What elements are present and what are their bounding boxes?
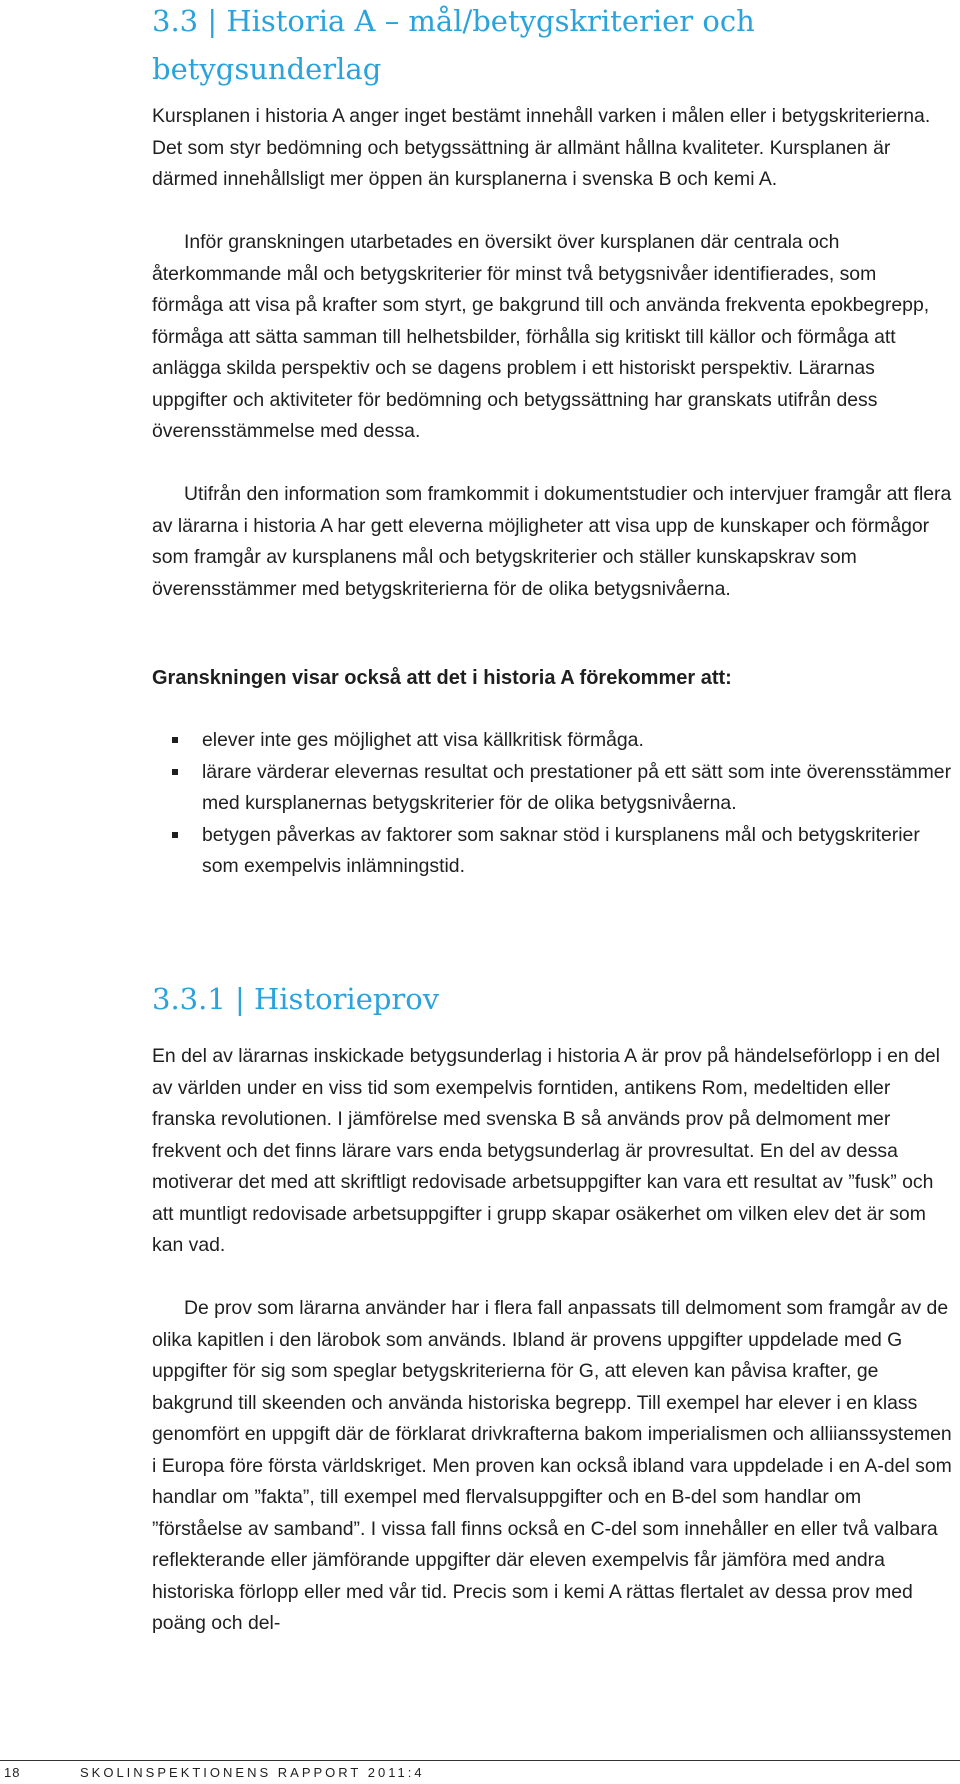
list-item [152,757,952,820]
square-bullet-icon [172,769,178,775]
section-paragraph-3: Utifrån den information som framkommit i dokumentstudier och intervjuer framgår att flera av lärarna i historia A har gett eleverna möjligheter att visa upp de kunskaper och förmågor som framgår av kursplanens mål och betygskriterier och ställer kunskapskrav som överensstämmer med betygskriterierna för de olika betygsnivåerna. [152,483,952,600]
footer-rule [0,1760,960,1761]
section-paragraph-1: Kursplanen i historia A anger inget bestämt innehåll varken i målen eller i betygskriterierna. Det som styr bedömning och betygssättning är allmänt hållna kvaliteter. Kursplanen är därmed innehållsligt mer öppen än kursplanerna i svenska B och kemi A. [152,105,931,190]
list-item-text: betygen påverkas av faktorer som saknar stöd i kursplanens mål och betygskriterier som exempelvis inlämningstid. [202,823,920,877]
square-bullet-icon [172,832,178,838]
findings-list [152,725,952,883]
subsection-paragraph-1: En del av lärarnas inskickade betygsunderlag i historia A är prov på händelseförlopp i en del av världen under en viss tid som exempelvis forntiden, antikens Rom, medeltiden eller franska revolutionen. I jämförelse med svenska B så används prov på delmoment mer frekvent och det finns lärare vars enda betygsunderlag är provresultat. En del av dessa motiverar det med att skriftligt redovisade arbetsuppgifter kan vara ett resultat av ”fusk” och att muntligt redovisade arbetsuppgifter i grupp skapar osäkerhet om vilken elev det är som kan vad. [152,1045,940,1256]
subsection-paragraph-2: De prov som lärarna använder har i flera fall anpassats till delmoment som framgår av de olika kapitlen i den lärobok som används. Ibland är provens uppgifter uppdelade med G uppgifter för sig som speglar betygskriterierna för G, att eleven kan påvisa krafter, ge bakgrund till skeenden och använda historiska begrepp. Till exempel har elever i en klass genomfört en uppgift där de förklarat drivkrafterna bakom imperialismen och alliianssystemen i Europa före första världskriget. Men proven kan också ibland vara uppdelade i en A-del som handlar om ”fakta”, till exempel med flervalsuppgifter och en B-del som handlar om ”förståelse av samband”. I vissa fall finns också en C-del som innehåller en eller två valbara reflekterande eller jämförande uppgifter där eleven exempelvis får jämföra med andra historiska förlopp eller med vår tid. Precis som i kemi A rättas flertalet av dessa prov med poäng och del- [152,1297,952,1634]
list-item-text: lärare värderar elevernas resultat och prestationer på ett sätt som inte överensstämmer med kursplanernas betygskriterier för de olika betygsnivåerna. [202,760,952,814]
section-paragraph-2: Inför granskningen utarbetades en översikt över kursplanen där centrala och återkommande mål och betygskriterier för minst två betygsnivåer identifierades, som förmåga att visa på krafter som styrt, ge bakgrund till och använda frekventa epokbegrepp, förmåga att sätta samman till helhetsbilder, förhålla sig kritiskt till källor och förmåga att anlägga skilda perspektiv och se dagens problem i ett historiskt perspektiv. Lärarnas uppgifter och aktiviteter för bedömning och betygssättning har granskats utifrån dess överensstämmelse med dessa. [152,231,930,442]
list-item [152,820,952,883]
findings-heading: Granskningen visar också att det i historia A förekommer att: [152,667,732,689]
section-heading: 3.3 | Historia A – mål/betygskriterier och betygsunderlag [152,4,755,86]
publication-title: SKOLINSPEKTIONENS RAPPORT 2011:4 [80,1765,425,1780]
page-number: 18 [4,1765,21,1780]
subsection-heading: 3.3.1 | Historieprov [152,982,440,1016]
page-footer [0,1760,960,1784]
list-item [152,725,952,757]
square-bullet-icon [172,737,178,743]
list-item-text: elever inte ges möjlighet att visa källkritisk förmåga. [202,729,644,751]
